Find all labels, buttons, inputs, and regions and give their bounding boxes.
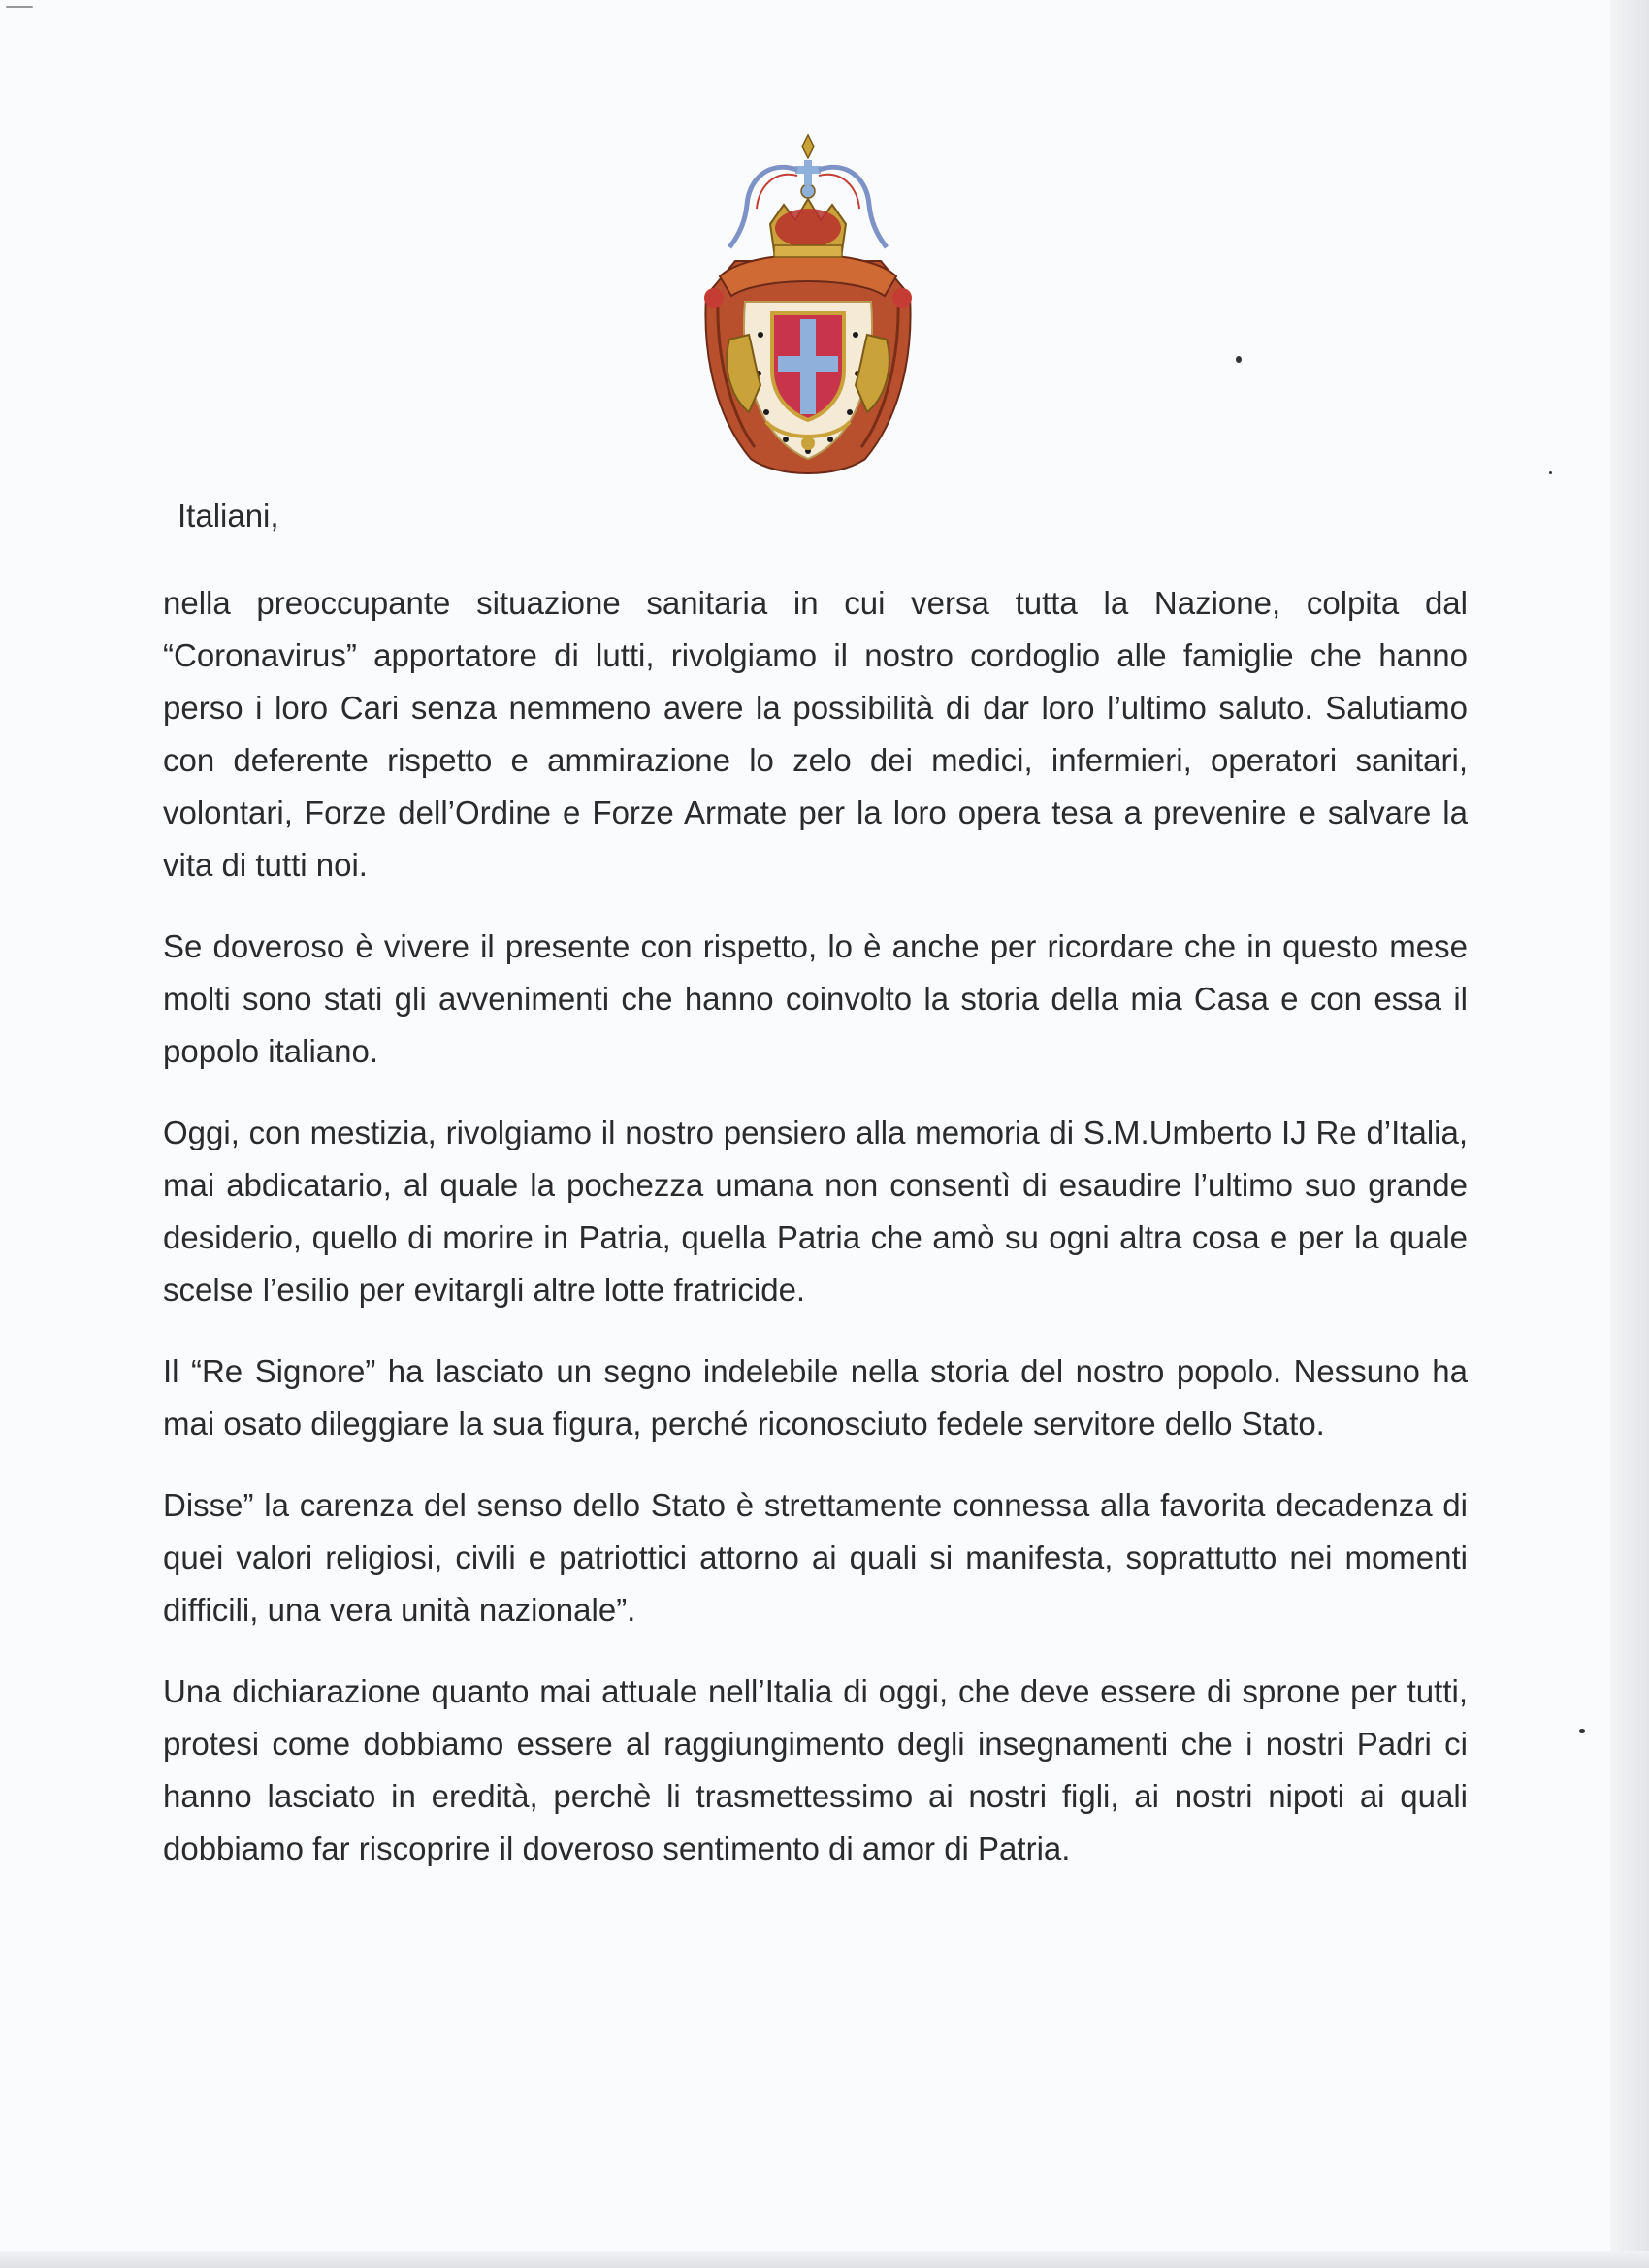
letter-body [163,577,1468,1904]
scan-speck [1549,471,1552,474]
letter-paragraph: Disse” la carenza del senso dello Stato è strettamente connessa alla favorita decadenza di quei valori religiosi, civili e patriottici attorno ai quali si manifesta, soprattutto nei momenti difficili, una vera unità nazionale”. [163,1487,1468,1628]
letter-paragraph: nella preoccupante situazione sanitaria in cui versa tutta la Nazione, colpita dal “Coronavirus” apportatore di lutti, rivolgiamo il nostro cordoglio alle famiglie che hanno perso i loro Cari senza nemmeno avere la possibilità di dar loro l’ultimo saluto. Salutiamo con deferente rispetto e ammirazione lo zelo dei medici, infermieri, operatori sanitari, volontari, Forze dell’Ordine e Forze Armate per la loro opera tesa a prevenire e salvare la vita di tutti noi. [163,585,1468,883]
letter-salutation: Italiani, [178,498,279,534]
scan-edge-right [1610,0,1649,2268]
scan-speck [1579,1729,1585,1733]
letter-paragraph: Se doveroso è vivere il presente con rispetto, lo è anche per ricordare che in questo mese molti sono stati gli avvenimenti che hanno coinvolto la storia della mia Casa e con essa il popolo italiano. [163,928,1468,1069]
letter-paragraph: Una dichiarazione quanto mai attuale nell’Italia di oggi, che deve essere di sprone per tutti, protesi come dobbiamo essere al raggiungimento degli insegnamenti che i nostri Padri ci hanno lasciato in eredità, perchè li trasmettessimo ai nostri figli, ai nostri nipoti ai quali dobbiamo far riscoprire il doveroso sentimento di amor di Patria. [163,1673,1468,1866]
royal-coat-of-arms-icon [691,131,925,484]
scan-speck [6,6,33,8]
scan-speck [1236,356,1242,363]
letter-paragraph: Oggi, con mestizia, rivolgiamo il nostro pensiero alla memoria di S.M.Umberto IJ Re d’Italia, mai abdicatario, al quale la pochezza umana non consentì di esaudire l’ultimo suo grande desiderio, quello di morire in Patria, quella Patria che amò su ogni altra cosa e per la quale scelse l’esilio per evitargli altre lotte fratricide. [163,1115,1468,1308]
scan-edge-bottom [0,2251,1649,2268]
letter-paragraph: Il “Re Signore” ha lasciato un segno indelebile nella storia del nostro popolo. Nessuno ha mai osato dileggiare la sua figura, perché riconosciuto fedele servitore dello Stato. [163,1353,1468,1442]
